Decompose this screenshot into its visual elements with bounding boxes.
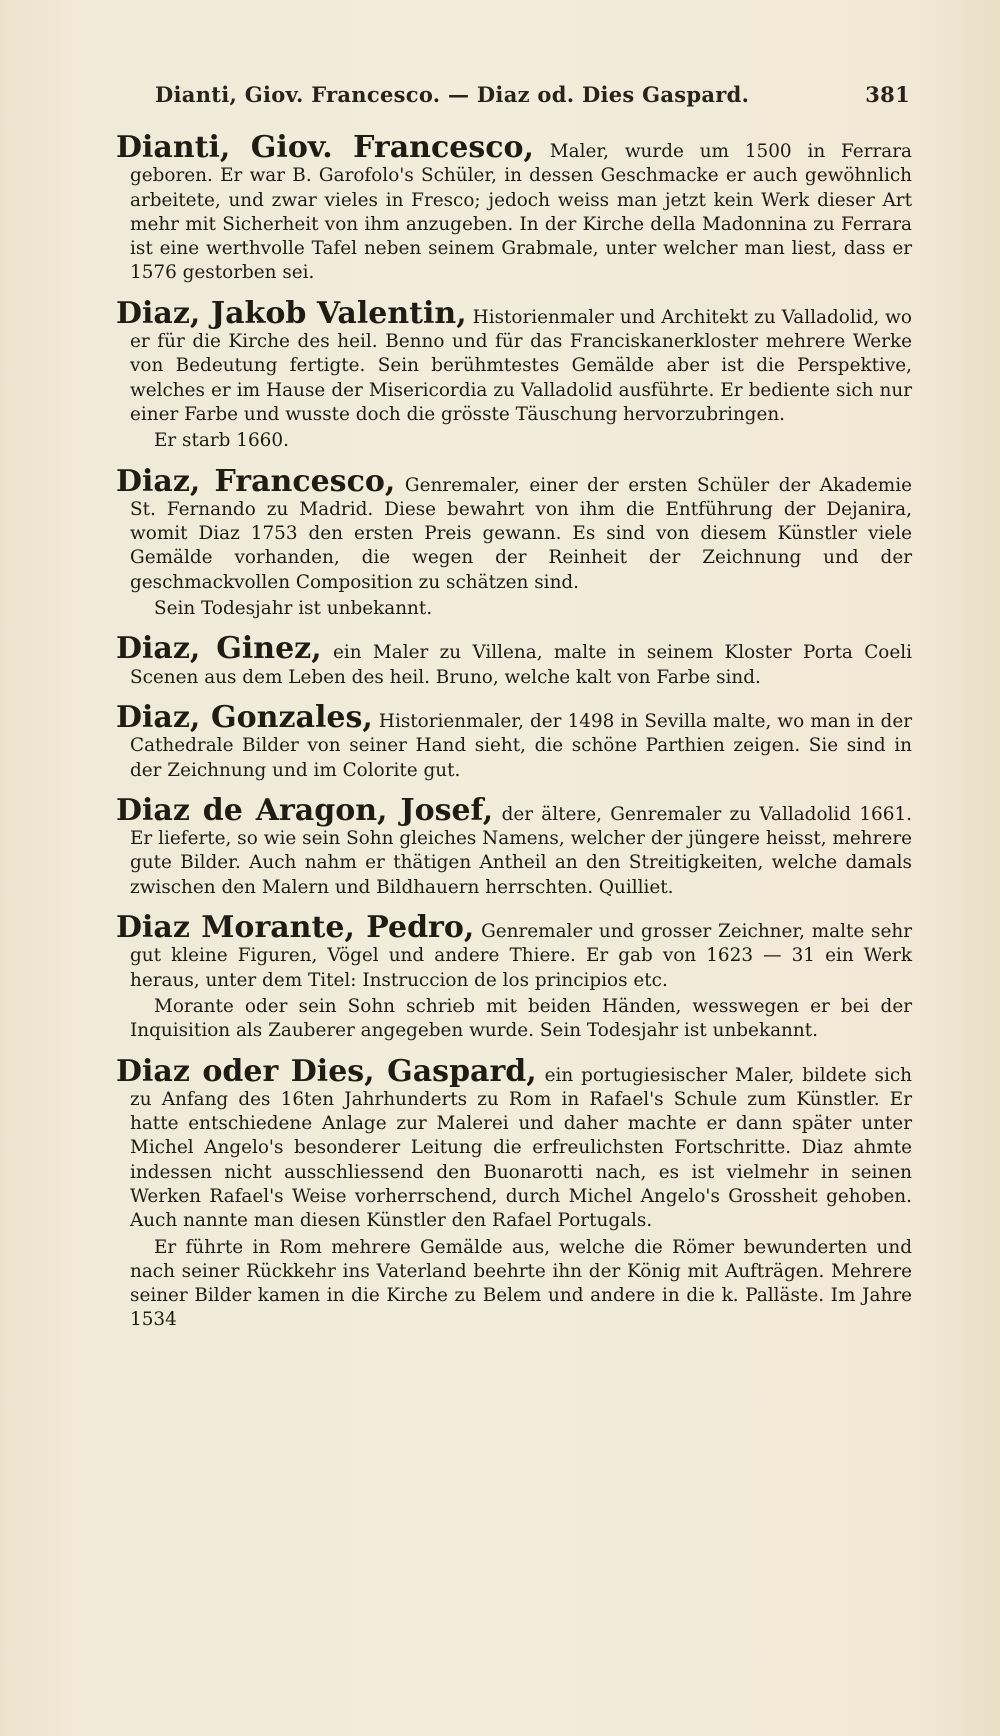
entry-diaz-francesco: [82, 463, 912, 622]
running-header: [155, 82, 910, 107]
entry-text: ein Maler zu Villena, malte in seinem Kloster Porta Coeli Scenen aus dem Leben des heil. Bruno, welche kalt von Farbe sind.: [130, 642, 912, 688]
entry-name: Diaz, Francesco,: [116, 463, 396, 499]
entry-diaz-oder-dies: [82, 1053, 912, 1333]
entry-diaz-de-aragon: [82, 792, 913, 900]
entry-dianti: [82, 130, 912, 286]
page-body: [82, 130, 913, 1349]
entry-paragraph: [82, 699, 912, 783]
entry-diaz-morante: [82, 910, 913, 1043]
entry-text: Historienmaler, der 1498 in Sevilla malte, wo man in der Cathedrale Bilder von seiner Hand sieht, die schöne Parthien zeigen. Sie sind in der Zeichnung und im Colorite gut.: [130, 710, 912, 781]
page-number: 381: [865, 82, 910, 107]
entry-diaz-ginez: [82, 631, 912, 690]
entry-name: Diaz, Jakob Valentin,: [116, 295, 467, 331]
entry-paragraph: [82, 792, 913, 900]
entry-name: Diaz, Gonzales,: [116, 699, 373, 735]
header-title: Dianti, Giov. Francesco. — Diaz od. Dies Gaspard.: [155, 82, 750, 107]
entry-continuation: Er starb 1660.: [154, 430, 289, 452]
entry-continuation: Morante oder sein Sohn schrieb mit beiden Händen, wesswegen er bei der Inquisition als Zauberer angegeben wurde. Sein Todesjahr ist unbekannt.: [130, 995, 912, 1042]
entry-text: Maler, wurde um 1500 in Ferrara geboren. Er war B. Garofolo's Schüler, in dessen Geschmacke er auch gewöhnlich arbeitete, und zwar vieles in Fresco; jedoch weiss man jetzt kein Werk dieser Art mehr mit Sicherheit von ihm anzugeben. In der Kirche della Madonnina zu Ferrara ist eine werthvolle Tafel neben seinem Grabmale, unter welcher man liest, dass er 1576 gestorben sei.: [130, 141, 912, 284]
entry-continuation: Er führte in Rom mehrere Gemälde aus, welche die Römer bewunderten und nach seiner Rückkehr ins Vaterland beehrte ihn der König mit Aufträgen. Mehrere seiner Bilder kamen in die Kirche zu Belem und andere in die k. Palläste. Im Jahre 1534: [130, 1236, 912, 1331]
entry-name: Dianti, Giov. Francesco,: [116, 130, 534, 165]
entry-paragraph: [82, 631, 912, 690]
entry-continuation: Sein Todesjahr ist unbekannt.: [154, 598, 433, 620]
entry-paragraph: [82, 463, 912, 595]
entry-text: der ältere, Genremaler zu Valladolid 1661. Er lieferte, so wie sein Sohn gleiches Namens, welcher der jüngere heisst, mehrere gute Bilder. Auch nahm er thätigen Antheil an den Streitigkeiten, welche damals zwischen den Malern und Bildhauern herrschten. Quilliet.: [130, 803, 913, 898]
entry-paragraph: [82, 295, 913, 427]
entry-name: Diaz de Aragon, Josef,: [116, 792, 494, 828]
entry-text: ein portugiesischer Maler, bildete sich zu Anfang des 16ten Jahrhunderts zu Rom in Rafael's Schule zum Künstler. Er hatte entschiedene Anlage zur Malerei und daher machte er dann später unter Michel Angelo's besonderer Leitung die erfreulichsten Fortschritte. Diaz ahmte indessen nicht ausschliessend den Buonarotti nach, es ist vielmehr in seinen Werken Rafael's Weise vorherrschend, durch Michel Angelo's Grossheit gehoben. Auch nannte man diesen Künstler den Rafael Portugals.: [130, 1064, 912, 1232]
entry-name: Diaz oder Dies, Gaspard,: [116, 1053, 537, 1089]
entry-paragraph: [82, 130, 912, 286]
entry-text: Genremaler, einer der ersten Schüler der Akademie St. Fernando zu Madrid. Diese bewahrt von ihm die Entführung der Dejanira, womit Diaz 1753 den ersten Preis gewann. Es sind von diesem Künstler viele Gemälde vorhanden, die wegen der Reinheit der Zeichnung und der geschmackvollen Composition zu schätzen sind.: [130, 474, 912, 593]
entry-name: Diaz Morante, Pedro,: [116, 910, 475, 946]
entry-name: Diaz, Ginez,: [116, 631, 322, 667]
entry-text: Genremaler und grosser Zeichner, malte sehr gut kleine Figuren, Vögel und andere Thiere. Er gab von 1623 — 31 ein Werk heraus, unter dem Titel: Instruccion de los principios etc.: [130, 921, 913, 991]
entry-text: Historienmaler und Architekt zu Valladolid, wo er für die Kirche des heil. Benno und für das Franciskanerkloster mehrere Werke von Bedeutung fertigte. Sein berühmtestes Gemälde aber ist die Perspektive, welches er im Hause der Misericordia zu Valladolid ausführte. Er bediente sich nur einer Farbe und wusste doch die grösste Täuschung hervorzubringen.: [130, 306, 913, 425]
entry-paragraph: [82, 1053, 912, 1234]
entry-diaz-jakob: [82, 295, 913, 454]
entry-paragraph: [82, 910, 913, 993]
entry-diaz-gonzales: [82, 699, 912, 783]
